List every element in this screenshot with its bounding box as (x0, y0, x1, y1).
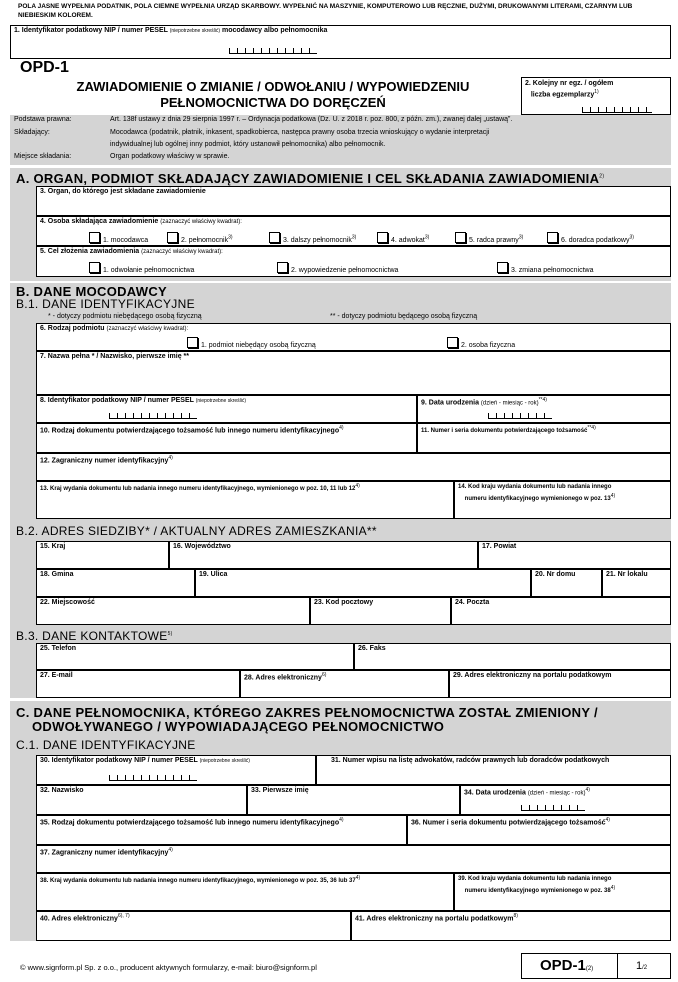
f4-option-5[interactable]: 5. radca prawny$^{3)}$ (455, 232, 523, 244)
field-32-surname[interactable] (36, 785, 247, 815)
field-2-label: 2. Kolejny nr egz. / ogółem liczba egzemplarzy$^{1)}$ (525, 80, 614, 99)
field-9-ticks (488, 413, 552, 419)
field-38-label: 38. Kraj wydania dokumentu lub nadania innego numeru identyfikacyjnego, wymienionego w poz. 35, 36 lub 37$^{4)}$ (40, 875, 361, 884)
field-12-foreign-id[interactable] (36, 453, 671, 481)
section-b-title: B. DANE MOCODAWCY (16, 284, 167, 299)
field-22-city[interactable] (36, 597, 310, 625)
f4-option-3[interactable]: 3. dalszy pełnomocnik$^{3)}$ (269, 232, 356, 244)
field-2-copy-number[interactable] (521, 77, 671, 115)
field-12-label: 12. Zagraniczny numer identyfikacyjny$^{4)}$ (40, 455, 173, 465)
field-15-label: 15. Kraj (40, 543, 66, 550)
field-13-issuing-country[interactable] (36, 481, 454, 519)
b1-note-1: * - dotyczy podmiotu niebędącego osobą fizyczną (48, 313, 202, 320)
field-10-doc-type[interactable] (36, 423, 417, 453)
section-c (10, 701, 671, 941)
checkbox[interactable] (89, 232, 100, 243)
field-31-label: 31. Numer wpisu na listę adwokatów, radców prawnych lub doradców podatkowych (331, 757, 610, 764)
field-6-entity-type (36, 323, 671, 351)
field-17-label: 17. Powiat (482, 543, 517, 550)
field-1-label: 1. Identyfikator podatkowy NIP / numer PESEL (niepotrzebne skreślić) mocodawcy albo pełnomocnika (14, 27, 328, 34)
field-14-country-code[interactable] (454, 481, 671, 519)
field-1-ticks (229, 48, 317, 54)
legal-basis-block (10, 115, 671, 165)
field-25-label: 25. Telefon (40, 645, 77, 652)
field-34-birth-date[interactable] (460, 785, 671, 815)
field-23-label: 23. Kod pocztowy (314, 599, 374, 606)
legal-basis-label: Podstawa prawna: (14, 116, 72, 123)
field-27-email[interactable] (36, 670, 240, 698)
field-9-birth-date[interactable] (417, 395, 671, 423)
field-30-ticks (109, 775, 197, 781)
field-18-municipality[interactable] (36, 569, 195, 597)
field-20-label: 20. Nr domu (535, 571, 576, 578)
field-26-fax[interactable] (354, 643, 671, 670)
field-24-label: 24. Poczta (455, 599, 490, 606)
checkbox[interactable] (187, 337, 198, 348)
field-4-submitter (36, 216, 671, 246)
field-39-label: 39. Kod kraju wydania dokumentu lub nadania innego numeru identyfikacyjnego wymienionego w poz. 38$^{4)}$ (458, 876, 616, 894)
field-35-doc-type[interactable] (36, 815, 407, 845)
field-38-issuing-country[interactable] (36, 873, 454, 911)
checkbox[interactable] (447, 337, 458, 348)
field-33-label: 33. Pierwsze imię (251, 787, 309, 794)
b1-note-2: ** - dotyczy podmiotu będącego osobą fizyczną (330, 313, 478, 320)
field-8-label: 8. Identyfikator podatkowy NIP / numer PESEL (niepotrzebne skreślić) (40, 397, 247, 404)
f6-option-2[interactable]: 2. osoba fizyczna (447, 337, 515, 349)
f5-option-3[interactable]: 3. zmiana pełnomocnictwa (497, 262, 594, 274)
field-8-ticks (109, 413, 197, 419)
field-22-label: 22. Miejscowość (40, 599, 95, 606)
field-35-label: 35. Rodzaj dokumentu potwierdzającego tożsamość lub innego numeru identyfikacyjnego$^{4)}$ (40, 817, 344, 827)
field-8-nip-pesel[interactable] (36, 395, 417, 423)
checkbox[interactable] (269, 232, 280, 243)
submitter-label: Składający: (14, 129, 50, 136)
field-9-label: 9. Data urodzenia (dzień - miesiąc - rok)$^{**4)}$ (421, 397, 547, 407)
field-29-label: 29. Adres elektroniczny na portalu podatkowym (453, 672, 612, 679)
field-36-doc-number[interactable] (407, 815, 671, 845)
field-19-street[interactable] (195, 569, 531, 597)
field-7-label: 7. Nazwa pełna * / Nazwisko, pierwsze imię ** (40, 353, 190, 360)
section-a-title: A. ORGAN, PODMIOT SKŁADAJĄCY ZAWIADOMIENIE I CEL SKŁADANIA ZAWIADOMIENIA$^{2)}$ (16, 171, 605, 186)
field-29-portal-address[interactable] (449, 670, 671, 698)
field-37-foreign-id[interactable] (36, 845, 671, 873)
field-19-label: 19. Ulica (199, 571, 228, 578)
footer-version: (2) (585, 966, 594, 972)
field-20-house-number[interactable] (531, 569, 602, 597)
field-5-label: 5. Cel złożenia zawiadomienia (zaznaczyć właściwy kwadrat): (40, 248, 223, 255)
field-2-ticks (582, 107, 652, 113)
checkbox[interactable] (167, 232, 178, 243)
checkbox[interactable] (89, 262, 100, 273)
submitter-text-2: indywidualnej lub ogólnej inny podmiot, który ustanowił pełnomocnika) albo pełnomocnik. (110, 141, 386, 148)
form-title-line-1: ZAWIADOMIENIE O ZMIANIE / ODWOŁANIU / WYPOWIEDZENIU (76, 79, 470, 94)
footer-code: OPD-1 (540, 957, 586, 974)
field-23-postal-code[interactable] (310, 597, 451, 625)
f5-option-1[interactable]: 1. odwołanie pełnomocnictwa (89, 262, 194, 274)
field-21-apartment-number[interactable] (602, 569, 671, 597)
place-label: Miejsce składania: (14, 153, 72, 160)
field-10-label: 10. Rodzaj dokumentu potwierdzającego tożsamość lub innego numeru identyfikacyjnego$^{4)}$ (40, 425, 344, 435)
field-3-label: 3. Organ, do którego jest składane zawiadomienie (40, 188, 206, 195)
footer-copyright: © www.signform.pl Sp. z o.o., producent aktywnych formularzy, e-mail: biuro@signform.pl (20, 963, 317, 972)
f4-option-6[interactable]: 6. doradca podatkowy$^{3)}$ (547, 232, 634, 244)
checkbox[interactable] (277, 262, 288, 273)
section-b (10, 283, 671, 698)
place-text: Organ podatkowy właściwy w sprawie. (110, 153, 230, 160)
f4-option-2[interactable]: 2. pełnomocnik$^{3)}$ (167, 232, 233, 244)
field-3-organ[interactable] (36, 186, 671, 216)
field-1-nip-pesel[interactable] (10, 25, 671, 59)
field-30-label: 30. Identyfikator podatkowy NIP / numer PESEL (niepotrzebne skreślić) (40, 757, 250, 764)
field-18-label: 18. Gmina (40, 571, 74, 578)
field-5-purpose (36, 246, 671, 277)
field-4-label: 4. Osoba składająca zawiadomienie (zaznaczyć właściwy kwadrat): (40, 218, 242, 225)
field-6-label: 6. Rodzaj podmiotu (zaznaczyć właściwy kwadrat): (40, 325, 189, 332)
legal-basis-text: Art. 138f ustawy z dnia 29 sierpnia 1997 r. – Ordynacja podatkowa (Dz. U. z 2018 r. poz. 800, z późn. zm.), zwanej dalej „ustawą”. (110, 116, 513, 123)
field-26-label: 26. Faks (358, 645, 386, 652)
field-13-label: 13. Kraj wydania dokumentu lub nadania innego numeru identyfikacyjnego, wymienionego w poz. 10, 11 lub 12$^{4)}$ (40, 483, 360, 492)
checkbox[interactable] (497, 262, 508, 273)
field-40-label: 40. Adres elektroniczny$^{6), 7)}$ (40, 913, 130, 923)
checkbox[interactable] (547, 232, 558, 243)
field-30-nip-pesel[interactable] (36, 755, 316, 785)
field-39-country-code[interactable] (454, 873, 671, 911)
field-41-label: 41. Adres elektroniczny na portalu podatkowym$^{8)}$ (355, 913, 518, 923)
field-15-country[interactable] (36, 541, 169, 569)
footer-code-cell (522, 954, 618, 978)
field-28-label: 28. Adres elektroniczny$^{6)}$ (244, 672, 327, 682)
f4-option-1[interactable]: 1. mocodawca (89, 232, 148, 244)
field-14-label: 14. Kod kraju wydania dokumentu lub nadania innego numeru identyfikacyjnego wymienionego w poz. 13$^{4)}$ (458, 484, 616, 502)
field-11-label: 11. Numer i seria dokumentu potwierdzającego tożsamość$^{**4)}$ (421, 425, 596, 434)
field-33-first-name[interactable] (247, 785, 460, 815)
field-16-province[interactable] (169, 541, 478, 569)
b3-title: B.3. DANE KONTAKTOWE$^{5)}$ (16, 629, 173, 643)
field-21-label: 21. Nr lokalu (606, 571, 648, 578)
field-17-county[interactable] (478, 541, 671, 569)
field-34-label: 34. Data urodzenia (dzień - miesiąc - rok)$^{4)}$ (464, 787, 590, 797)
field-24-post-office[interactable] (451, 597, 671, 625)
f6-option-1[interactable]: 1. podmiot niebędący osobą fizyczną (187, 337, 316, 349)
c1-title: C.1. DANE IDENTYFIKACYJNE (16, 738, 196, 752)
field-16-label: 16. Województwo (173, 543, 231, 550)
footer-code-box (521, 953, 671, 979)
field-32-label: 32. Nazwisko (40, 787, 84, 794)
f4-option-4[interactable]: 4. adwokat$^{3)}$ (377, 232, 429, 244)
field-36-label: 36. Numer i seria dokumentu potwierdzającego tożsamość$^{4)}$ (411, 817, 610, 827)
checkbox[interactable] (455, 232, 466, 243)
field-41-portal-address[interactable] (351, 911, 671, 941)
section-c-title-1: C. DANE PEŁNOMOCNIKA, KTÓREGO ZAKRES PEŁNOMOCNICTWA ZOSTAŁ ZMIENIONY / (16, 705, 598, 720)
b2-title: B.2. ADRES SIEDZIBY* / AKTUALNY ADRES ZAMIESZKANIA** (16, 524, 377, 538)
field-34-ticks (521, 805, 585, 811)
form-code: OPD-1 (20, 59, 69, 76)
f5-option-2[interactable]: 2. wypowiedzenie pełnomocnictwa (277, 262, 398, 274)
form-title-line-2: PEŁNOMOCNICTWA DO DORĘCZEŃ (160, 95, 386, 110)
field-25-phone[interactable] (36, 643, 354, 670)
field-27-label: 27. E-mail (40, 672, 73, 679)
field-40-electronic-address[interactable] (36, 911, 351, 941)
checkbox[interactable] (377, 232, 388, 243)
b1-title: B.1. DANE IDENTYFIKACYJNE (16, 297, 195, 311)
footer-page: 1/2 (636, 960, 648, 972)
section-a (10, 168, 671, 281)
submitter-text-1: Mocodawca (podatnik, płatnik, inkasent, spadkobierca, następca prawny osoba trzecia wnioskujący o wydanie interpretacji (110, 129, 490, 136)
field-7-name[interactable] (36, 351, 671, 395)
header-instruction: POLA JASNE WYPEŁNIA PODATNIK, POLA CIEMNE WYPEŁNIA URZĄD SKARBOWY. WYPEŁNIĆ NA MASZYNIE, KOMPUTEROWO LUB RĘCZNIE, DUŻYMI, DRUKOWANYMI LITERAMI, CZARNYM LUB NIEBIESKIM KOLOREM. (18, 3, 633, 19)
field-31-registry-number[interactable] (316, 755, 671, 785)
section-c-title-2: ODWOŁYWANEGO / WYPOWIADAJĄCEGO PEŁNOMOCNICTWO (32, 719, 445, 734)
field-11-doc-number[interactable] (417, 423, 671, 453)
field-37-label: 37. Zagraniczny numer identyfikacyjny$^{4)}$ (40, 847, 173, 857)
field-28-electronic-address[interactable] (240, 670, 449, 698)
